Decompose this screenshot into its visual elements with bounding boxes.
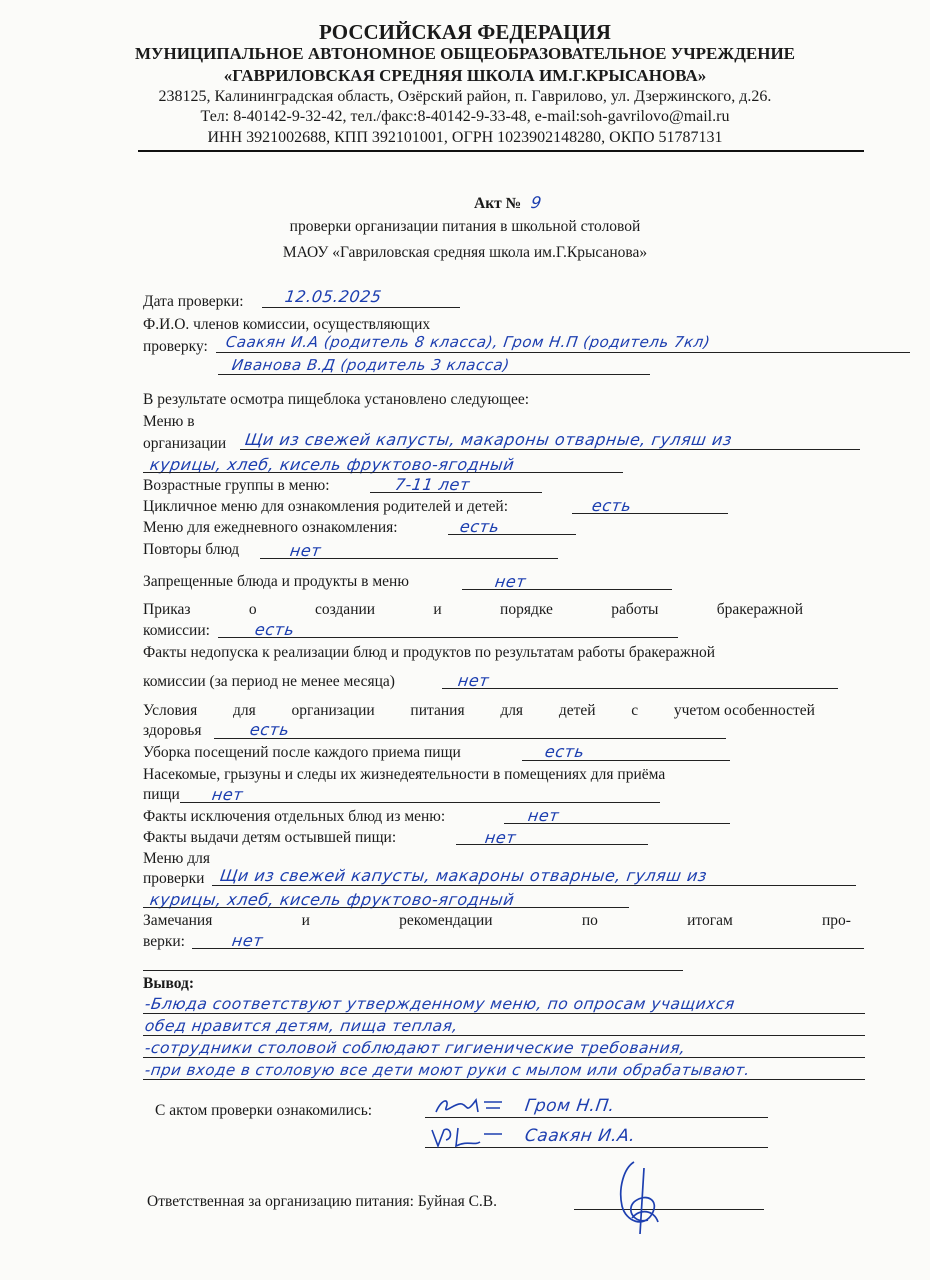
- header-institution-type: МУНИЦИПАЛЬНОЕ АВТОНОМНОЕ ОБЩЕОБРАЗОВАТЕЛЬНОЕ УЧРЕЖДЕНИЕ: [134, 44, 796, 63]
- remarks-word: Замечания: [143, 912, 213, 929]
- exclusion-label: Факты исключения отдельных блюд из меню:: [143, 808, 446, 825]
- repeat-label: Повторы блюд: [143, 541, 240, 558]
- order-value: есть: [253, 620, 296, 639]
- signature-2-scribble: [428, 1124, 508, 1150]
- commission-line-2: [218, 374, 650, 375]
- cond-word: для: [500, 702, 524, 719]
- conclusion-text-3: -сотрудники столовой соблюдают гигиенические требования,: [143, 1039, 687, 1057]
- menu-value-2: курицы, хлеб, кисель фруктово-ягодный: [148, 455, 516, 474]
- acquaint-label: С актом проверки ознакомились:: [155, 1102, 373, 1119]
- order-word: создании: [314, 601, 376, 618]
- cond-word: с: [631, 702, 639, 719]
- signature-1-scribble: [432, 1094, 512, 1118]
- cond-word: организации: [291, 702, 375, 719]
- check-menu-line-2: [143, 907, 629, 908]
- remarks-word: итогам: [687, 912, 733, 929]
- daily-value: есть: [458, 517, 501, 536]
- conclusion-line-4: [143, 1079, 865, 1080]
- insects-line: [180, 802, 660, 803]
- signature-1-name: Гром Н.П.: [523, 1096, 617, 1116]
- order-label-2: комиссии:: [143, 622, 210, 639]
- exclusion-value: нет: [526, 806, 561, 825]
- cond-word: учетом особенностей: [673, 702, 815, 719]
- conclusion-line-2: [143, 1035, 865, 1036]
- daily-label: Меню для ежедневного ознакомления:: [143, 519, 398, 536]
- check-menu-line-1: [212, 885, 856, 886]
- age-label: Возрастные группы в меню:: [143, 477, 330, 494]
- remarks-label-1: [143, 912, 851, 930]
- cold-label: Факты выдачи детям остывшей пищи:: [143, 829, 397, 846]
- remarks-word: рекомендации: [399, 912, 493, 929]
- order-word: Приказ: [143, 601, 191, 618]
- responsible-signature: [604, 1158, 674, 1238]
- header-school-name: «ГАВРИЛОВСКАЯ СРЕДНЯЯ ШКОЛА ИМ.Г.КРЫСАНОВА»: [223, 66, 707, 85]
- remarks-word: про-: [822, 912, 851, 929]
- date-label: Дата проверки:: [143, 293, 244, 310]
- remarks-word: по: [581, 912, 598, 929]
- act-number: 9: [529, 193, 544, 212]
- insects-label-2: пищи: [143, 786, 180, 803]
- cond-label-1: [143, 702, 815, 720]
- date-line: [262, 307, 460, 308]
- cond-label-2: здоровья: [143, 722, 202, 739]
- result-intro: В результате осмотра пищеблока установлено следующее:: [143, 391, 530, 408]
- header-country: РОССИЙСКАЯ ФЕДЕРАЦИЯ: [319, 20, 611, 44]
- commission-value-1: Саакян И.А (родитель 8 класса), Гром Н.П (родитель 7кл): [224, 333, 712, 351]
- commission-value-2: Иванова В.Д (родитель 3 класса): [230, 356, 511, 374]
- cleaning-value: есть: [543, 742, 586, 761]
- act-subtitle-1: проверки организации питания в школьной столовой: [289, 218, 641, 235]
- cond-line: [214, 738, 726, 739]
- check-menu-value-2: курицы, хлеб, кисель фруктово-ягодный: [148, 890, 516, 909]
- conclusion-text-1: -Блюда соответствуют утвержденному меню, по опросам учащихся: [143, 995, 737, 1013]
- conclusion-line-1: [143, 1013, 865, 1014]
- commission-label-1: Ф.И.О. членов комиссии, осуществляющих: [143, 316, 431, 333]
- cyclic-label: Цикличное меню для ознакомления родителей и детей:: [143, 498, 509, 515]
- header-requisites: ИНН 3921002688, КПП 392101001, ОГРН 1023902148280, ОКПО 51787131: [207, 129, 723, 146]
- repeat-value: нет: [288, 541, 323, 560]
- order-word: работы: [611, 601, 659, 618]
- remarks-value: нет: [230, 931, 265, 950]
- commission-label-2: проверку:: [143, 338, 208, 355]
- remarks-word: и: [301, 912, 310, 929]
- cold-value: нет: [483, 828, 518, 847]
- menu-line-1: [240, 449, 860, 450]
- conclusion-label: Вывод:: [143, 975, 195, 992]
- cond-word: для: [232, 702, 256, 719]
- cleaning-label: Уборка посещений после каждого приема пищи: [143, 744, 461, 761]
- signature-2-name: Саакян И.А.: [523, 1126, 637, 1146]
- date-value: 12.05.2025: [283, 287, 383, 306]
- cond-value: есть: [248, 720, 291, 739]
- menu-label-1: Меню в: [143, 413, 195, 430]
- facts-value: нет: [456, 671, 491, 690]
- cyclic-value: есть: [590, 496, 633, 515]
- header-divider: [138, 150, 864, 152]
- insects-label-1: Насекомые, грызуны и следы их жизнедеятельности в помещениях для приёма: [143, 766, 666, 783]
- act-title-row: [474, 193, 542, 213]
- check-menu-value-1: Щи из свежей капусты, макароны отварные, гуляш из: [218, 866, 709, 885]
- act-title: Акт №: [474, 195, 522, 212]
- cond-word: Условия: [143, 702, 198, 719]
- forbidden-label: Запрещенные блюда и продукты в меню: [143, 573, 409, 590]
- conclusion-text-2: обед нравится детям, пища теплая,: [143, 1017, 460, 1035]
- header-contacts: Тел: 8-40142-9-32-42, тел./факс:8-40142-9-33-48, e-mail:soh-gavrilovo@mail.ru: [200, 108, 730, 125]
- menu-label-2: организации: [143, 435, 227, 452]
- header-address: 238125, Калининградская область, Озёрский район, п. Гаврилово, ул. Дзержинского, д.26.: [158, 88, 772, 105]
- responsible-label: Ответственная за организацию питания: Буйная С.В.: [147, 1193, 498, 1210]
- conclusion-line-3: [143, 1057, 865, 1058]
- menu-value-1: Щи из свежей капусты, макароны отварные, гуляш из: [243, 430, 734, 449]
- order-label-1: [143, 601, 803, 619]
- remarks-line-2: [143, 970, 683, 971]
- menu-line-2: [143, 472, 623, 473]
- facts-label-2: комиссии (за период не менее месяца): [143, 673, 395, 690]
- facts-label-1: Факты недопуска к реализации блюд и продуктов по результатам работы бракеражной: [143, 644, 716, 661]
- insects-value: нет: [210, 785, 245, 804]
- facts-line: [442, 688, 838, 689]
- forbidden-value: нет: [493, 572, 528, 591]
- order-word: бракеражной: [716, 601, 803, 618]
- cond-word: питания: [410, 702, 465, 719]
- order-word: о: [248, 601, 257, 618]
- remarks-line-1: [192, 948, 864, 949]
- order-word: и: [433, 601, 442, 618]
- cond-word: детей: [558, 702, 596, 719]
- order-word: порядке: [500, 601, 553, 618]
- check-menu-label-2: проверки: [143, 870, 205, 887]
- age-value: 7-11 лет: [393, 475, 472, 494]
- remarks-label-2: верки:: [143, 933, 185, 950]
- check-menu-label-1: Меню для: [143, 850, 210, 867]
- act-subtitle-2: МАОУ «Гавриловская средняя школа им.Г.Крысанова»: [282, 244, 648, 261]
- commission-line-1: [216, 352, 910, 353]
- conclusion-text-4: -при входе в столовую все дети моют руки с мылом или обрабатывают.: [143, 1061, 752, 1079]
